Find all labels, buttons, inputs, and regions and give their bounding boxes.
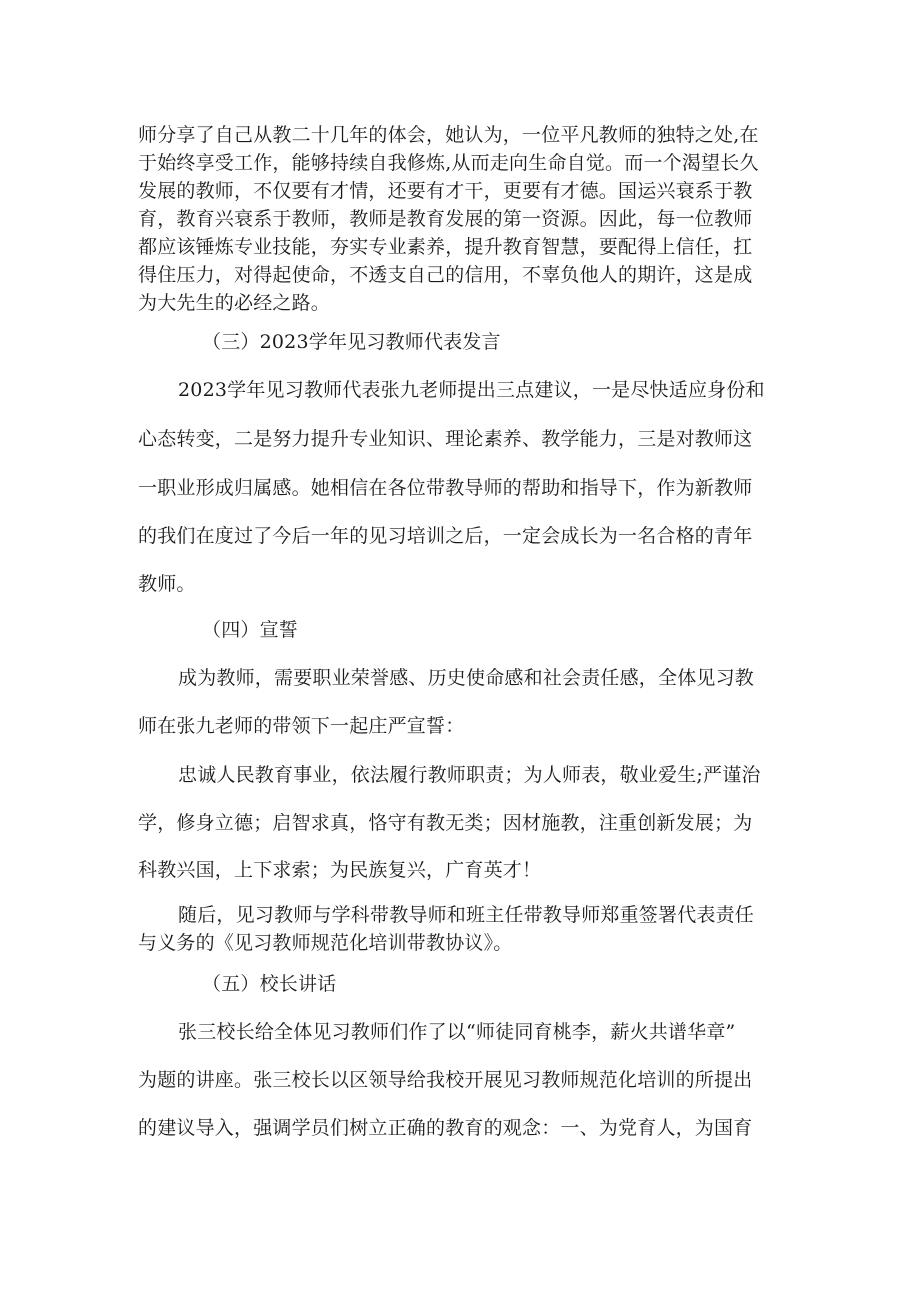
paragraph-1-line-7: 为大先生的必经之路。 [138, 292, 331, 314]
paragraph-4-line-3: 科教兴国，上下求索；为民族复兴，广育英才！ [138, 859, 542, 881]
paragraph-4-line-2: 学，修身立德；启智求真，恪守有教无类；因材施教，注重创新发展；为 [138, 812, 753, 834]
paragraph-1-line-2: 于始终享受工作，能够持续自我修炼,从而走向生命自觉。而一个渴望长久 [138, 152, 759, 174]
paragraph-1-line-6: 得住压力，对得起使命，不透支自己的信用，不辜负他人的期许，这是成 [138, 264, 753, 286]
section-heading-4: （四）宣誓 [202, 619, 299, 641]
paragraph-1-line-1: 师分享了自己从教二十几年的体会，她认为，一位平凡教师的独特之处,在 [138, 124, 759, 146]
paragraph-2-line-4: 的我们在度过了今后一年的见习培训之后，一定会成长为一名合格的青年 [138, 525, 753, 547]
paragraph-5-line-2: 与义务的《见习教师规范化培训带教协议》。 [138, 932, 513, 954]
paragraph-5-line-1: 随后，见习教师与学科带教导师和班主任带教导师郑重签署代表责任 [178, 904, 755, 926]
paragraph-3-line-2: 师在张九老师的带领下一起庄严宣誓： [138, 715, 465, 737]
paragraph-6-line-2: 为题的讲座。张三校长以区领导给我校开展见习教师规范化培训的所提出 [138, 1069, 753, 1091]
paragraph-2-line-2: 心态转变，二是努力提升专业知识、理论素养、教学能力，三是对教师这 [138, 428, 753, 450]
paragraph-2-line-5: 教师。 [138, 573, 196, 595]
paragraph-1-line-3: 发展的教师，不仅要有才情，还要有才干，更要有才德。国运兴衰系于教 [138, 180, 753, 202]
paragraph-3-line-1: 成为教师，需要职业荣誉感、历史使命感和社会责任感，全体见习教 [178, 667, 755, 689]
section-heading-5: （五）校长讲话 [202, 973, 337, 995]
paragraph-1-line-4: 育，教育兴衰系于教师，教师是教育发展的第一资源。因此，每一位教师 [138, 208, 753, 230]
paragraph-6-line-3: 的建议导入，强调学员们树立正确的教育的观念：一、为党育人，为国育 [138, 1117, 753, 1139]
paragraph-1-line-5: 都应该锤炼专业技能，夯实专业素养，提升教育智慧，要配得上信任，扛 [138, 236, 753, 258]
paragraph-4-line-1: 忠诚人民教育事业，依法履行教师职责；为人师表，敬业爱生;严谨治 [178, 764, 761, 786]
paragraph-2-line-3: 一职业形成归属感。她相信在各位带教导师的帮助和指导下，作为新教师 [138, 477, 753, 499]
paragraph-6-line-1: 张三校长给全体见习教师们作了以“师徒同育桃李，薪火共谱华章” [178, 1021, 736, 1043]
section-heading-3: （三）2023学年见习教师代表发言 [202, 331, 501, 353]
paragraph-2-line-1: 2023学年见习教师代表张九老师提出三点建议，一是尽快适应身份和 [178, 379, 765, 401]
